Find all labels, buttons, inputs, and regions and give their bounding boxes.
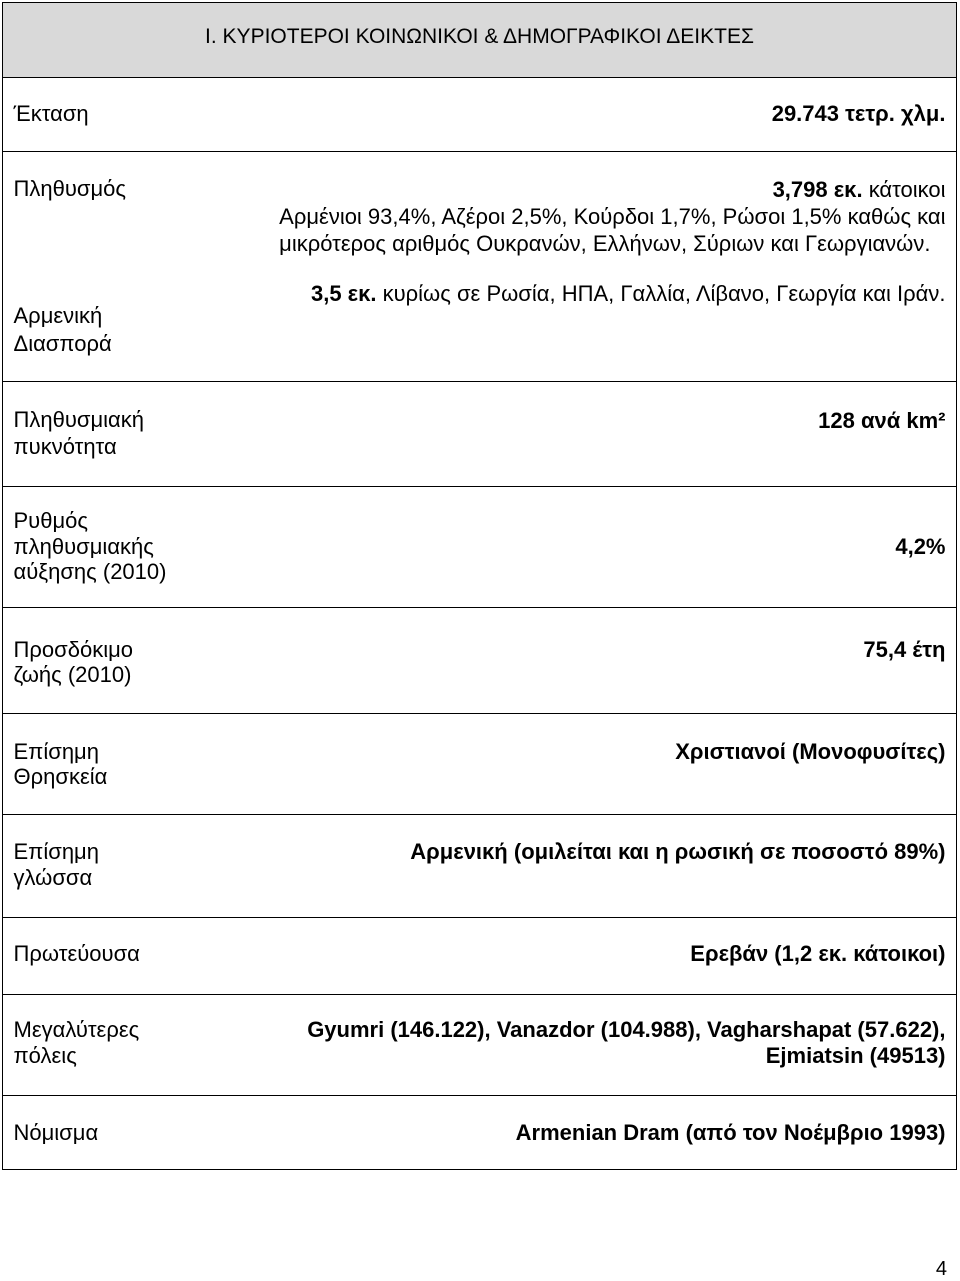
diaspora-label-line: Αρμενική <box>13 303 103 328</box>
life-expectancy-label-line: Προσδόκιμο <box>13 637 133 662</box>
density-label-line: πυκνότητα <box>13 434 117 459</box>
currency-label: Νόμισμα <box>13 1120 99 1145</box>
population-label: Πληθυσμός <box>13 176 126 201</box>
life-expectancy-label-line: ζωής (2010) <box>13 662 132 687</box>
religion-label-line: Θρησκεία <box>13 764 108 789</box>
life-expectancy-label <box>14 637 134 687</box>
growth-label-line: Ρυθμός <box>13 508 88 533</box>
table-row-density <box>3 382 956 487</box>
largest-cities-label-line: πόλεις <box>13 1043 77 1068</box>
largest-cities-value <box>307 1017 945 1069</box>
largest-cities-label <box>14 1017 140 1069</box>
diaspora-label-line: Διασπορά <box>13 331 112 356</box>
population-value-number: 3,798 εκ. <box>772 177 863 202</box>
language-label <box>14 839 99 891</box>
table-row-area <box>3 78 956 152</box>
area-value: 29.743 τετρ. χλμ. <box>771 101 946 126</box>
capital-value: Ερεβάν (1,2 εκ. κάτοικοι) <box>690 941 946 966</box>
table-title: I. ΚΥΡΙΟΤΕΡΟΙ ΚΟΙΝΩΝΙΚΟΙ & ΔΗΜΟΓΡΑΦΙΚΟΙ ΔΕΙΚΤΕΣ <box>205 25 754 48</box>
table-row-language <box>3 815 956 918</box>
table-row-capital <box>3 918 956 995</box>
density-label <box>14 406 145 460</box>
density-label-line: Πληθυσμιακή <box>13 407 144 432</box>
growth-label-line: αύξησης (2010) <box>13 559 167 584</box>
population-composition-line: Αρμένιοι 93,4%, Αζέροι 2,5%, Κούρδοι 1,7%, Ρώσοι 1,5% καθώς και <box>279 204 946 229</box>
currency-value: Armenian Dram (από τον Νοέμβριο 1993) <box>515 1120 946 1145</box>
capital-label: Πρωτεύουσα <box>13 941 140 966</box>
diaspora-value-number: 3,5 εκ. <box>310 281 377 306</box>
population-value-unit: κάτοικοι <box>868 177 946 202</box>
table-row-largest-cities <box>3 995 956 1096</box>
table-row-growth <box>3 487 956 608</box>
page-number: 4 <box>935 1258 947 1280</box>
growth-label-line: πληθυσμιακής <box>13 533 154 559</box>
table-row-population <box>3 152 956 382</box>
diaspora-value <box>311 281 946 307</box>
population-value-block <box>279 176 945 257</box>
religion-label <box>14 739 108 789</box>
diaspora-value-detail: κυρίως σε Ρωσία, ΗΠΑ, Γαλλία, Λίβανο, Γεωργία και Ιράν. <box>382 281 946 306</box>
indicators-table <box>2 2 957 1170</box>
density-value: 128 ανά km² <box>818 408 946 433</box>
diaspora-label <box>14 302 112 358</box>
largest-cities-value-line: Gyumri (146.122), Vanazdor (104.988), Vagharshapat (57.622), <box>307 1017 946 1042</box>
largest-cities-value-line: Ejmiatsin (49513) <box>765 1043 946 1068</box>
population-composition-line: μικρότερος αριθμός Ουκρανών, Ελλήνων, Σύριων και Γεωργιανών. <box>279 231 931 256</box>
life-expectancy-value: 75,4 έτη <box>863 637 946 662</box>
language-value: Αρμενική (ομιλείται και η ρωσική σε ποσοστό 89%) <box>410 839 946 864</box>
religion-value: Χριστιανοί (Μονοφυσίτες) <box>675 739 946 764</box>
area-label: Έκταση <box>13 101 89 126</box>
table-row-religion <box>3 714 956 815</box>
table-row-currency <box>3 1096 956 1168</box>
population-composition <box>279 203 945 257</box>
growth-label <box>14 508 167 585</box>
population-value <box>279 176 945 203</box>
table-row-life-expectancy <box>3 608 956 714</box>
largest-cities-label-line: Μεγαλύτερες <box>13 1017 140 1042</box>
language-label-line: Επίσημη <box>13 839 99 864</box>
table-header <box>3 3 956 78</box>
language-label-line: γλώσσα <box>13 865 93 890</box>
growth-value: 4,2% <box>895 534 946 559</box>
religion-label-line: Επίσημη <box>13 739 99 764</box>
